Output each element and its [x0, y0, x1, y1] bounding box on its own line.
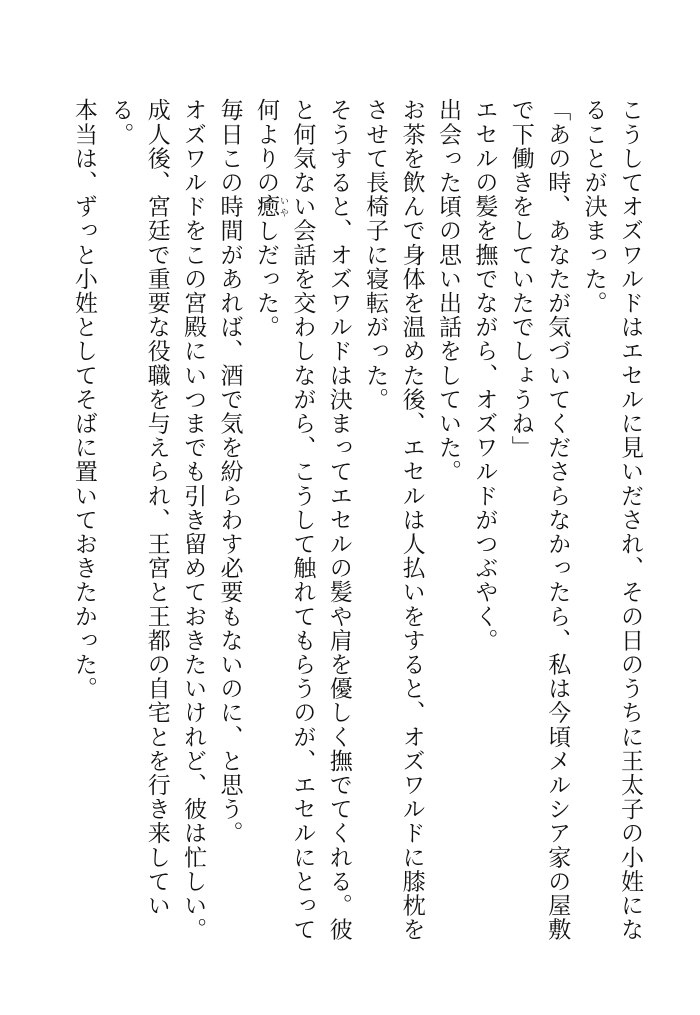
vertical-text-body — [66, 98, 649, 958]
ruby-word — [252, 194, 288, 219]
paragraph-6-tail: しだった。 — [252, 218, 279, 340]
paragraph-7: 毎日この時間があれば、酒で気を紛らわす必要もないのに、と思う。 — [216, 98, 243, 846]
paragraph-5: お茶を飲んで身体を温めた後、エセルは人払いをすると、オズワルドに膝枕をさせて長椅子に寝転がった。 — [362, 98, 425, 942]
ruby-reading: いや — [277, 194, 288, 219]
paragraph-9: 本当は、ずっと小姓としてそばに置いておきたかった。 — [70, 98, 97, 701]
paragraph-1: こうしてオズワルドはエセルに見いだされ、その日のうちに王太子の小姓になることが決まった。 — [580, 98, 643, 942]
ruby-base: 癒 — [252, 194, 279, 219]
paragraph-6-text: そうすると、オズワルドは決まってエセルの髪や肩を優しく撫でてくれる。彼と何気ない会話を交わしながら、こうして触れてもらうのが、エセルにとって何よりの — [252, 98, 352, 942]
paragraph-3: エセルの髪を撫でながら、オズワルドがつぶやく。 — [471, 98, 498, 653]
paragraph-4: 出会った頃の思い出話をしていた。 — [434, 98, 461, 484]
paragraph-8: オズワルドをこの宮殿にいつまでも引き留めておきたいけれど、彼は忙しい。成人後、宮廷で重要な役職を与えられ、王宮と王都の自宅とを行き来している。 — [107, 98, 207, 942]
paragraph-dialogue: 「あの時、あなたが気づいてくださらなかったら、私は今頃メルシア家の屋敷で下働きをしていたでしょうね」 — [507, 98, 571, 942]
paragraph-6 — [248, 98, 357, 958]
